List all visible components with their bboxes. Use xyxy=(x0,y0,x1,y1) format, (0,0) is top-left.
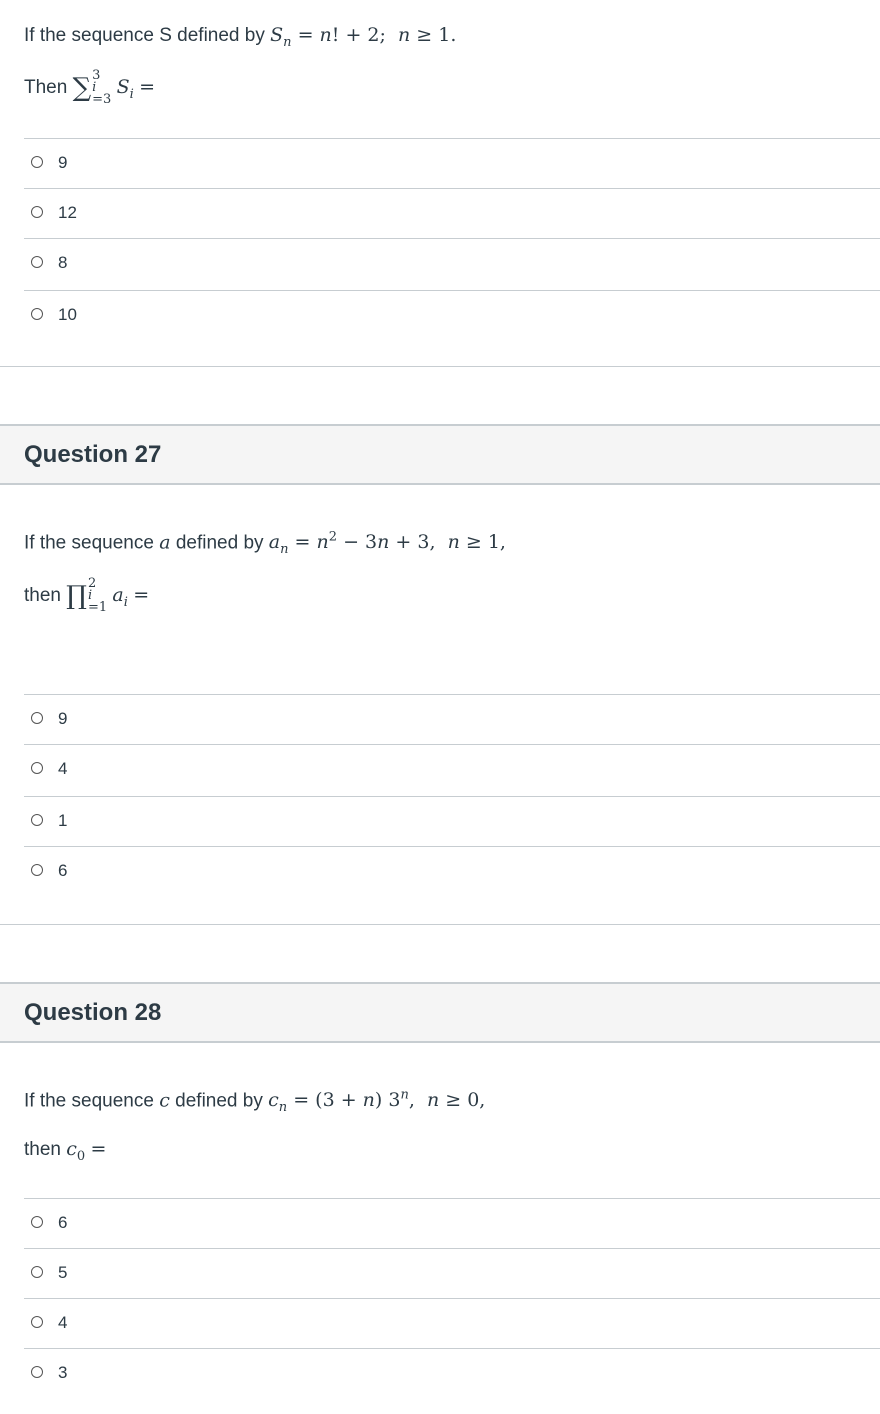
question-title: Question 28 xyxy=(24,999,162,1026)
q27-option-3[interactable]: 1 xyxy=(24,796,880,847)
radio-button[interactable] xyxy=(31,1366,43,1378)
q26-option-3[interactable]: 8 xyxy=(24,238,880,289)
radio-button[interactable] xyxy=(31,256,43,268)
q28-option-4[interactable]: 3 xyxy=(24,1348,880,1399)
q27-option-1[interactable]: 9 xyxy=(24,694,880,745)
radio-button[interactable] xyxy=(31,156,43,168)
radio-button[interactable] xyxy=(31,762,43,774)
radio-button[interactable] xyxy=(31,1266,43,1278)
divider xyxy=(0,366,880,367)
q28-formula: $c_n = (3 + n)$ 3$^n$, n ≥ 0, xyxy=(268,1088,486,1116)
radio-button[interactable] xyxy=(31,814,43,826)
q26-option-2[interactable]: 12 xyxy=(24,188,880,239)
sum-symbol: ∑ xyxy=(72,73,92,104)
q26-option-1[interactable]: 9 xyxy=(24,138,880,189)
q26-option-4[interactable]: 10 xyxy=(24,290,880,341)
q27-option-4[interactable]: 6 xyxy=(24,846,880,897)
q26-formula: $S_n = n$! + 2; n ≥ 1. xyxy=(270,24,457,50)
q28-prompt: If the sequence c defined by $c_n = (3 + n)$ 3$^n$, n ≥ 0, xyxy=(24,1088,486,1116)
question-title: Question 27 xyxy=(24,441,162,468)
q28-option-2[interactable]: 5 xyxy=(24,1248,880,1299)
divider xyxy=(0,924,880,925)
radio-button[interactable] xyxy=(31,864,43,876)
radio-button[interactable] xyxy=(31,712,43,724)
q27-formula: $a_n = n^2 - 3n + 3$, n ≥ 1, xyxy=(268,530,506,558)
radio-button[interactable] xyxy=(31,206,43,218)
q27-prompt: If the sequence a defined by $a_n = n^2 - 3n + 3$, n ≥ 1, xyxy=(24,530,506,558)
q28-option-3[interactable]: 4 xyxy=(24,1298,880,1349)
q28-option-1[interactable]: 6 xyxy=(24,1198,880,1249)
q26-prompt: If the sequence S defined by $S_n = n$! + 2; n ≥ 1. xyxy=(24,24,457,50)
q27-question: then ∏ 2 i =1 $a_i$ = xyxy=(24,576,150,615)
q27-option-2[interactable]: 4 xyxy=(24,744,880,795)
product-symbol: ∏ xyxy=(66,581,87,612)
question-28-header xyxy=(0,982,880,1043)
radio-button[interactable] xyxy=(31,1316,43,1328)
radio-button[interactable] xyxy=(31,308,43,320)
question-27-header xyxy=(0,424,880,485)
q26-question: Then ∑ 3 i =3 $S_i$ = xyxy=(24,68,156,107)
q28-question: then $c_0$ = xyxy=(24,1138,107,1164)
radio-button[interactable] xyxy=(31,1216,43,1228)
